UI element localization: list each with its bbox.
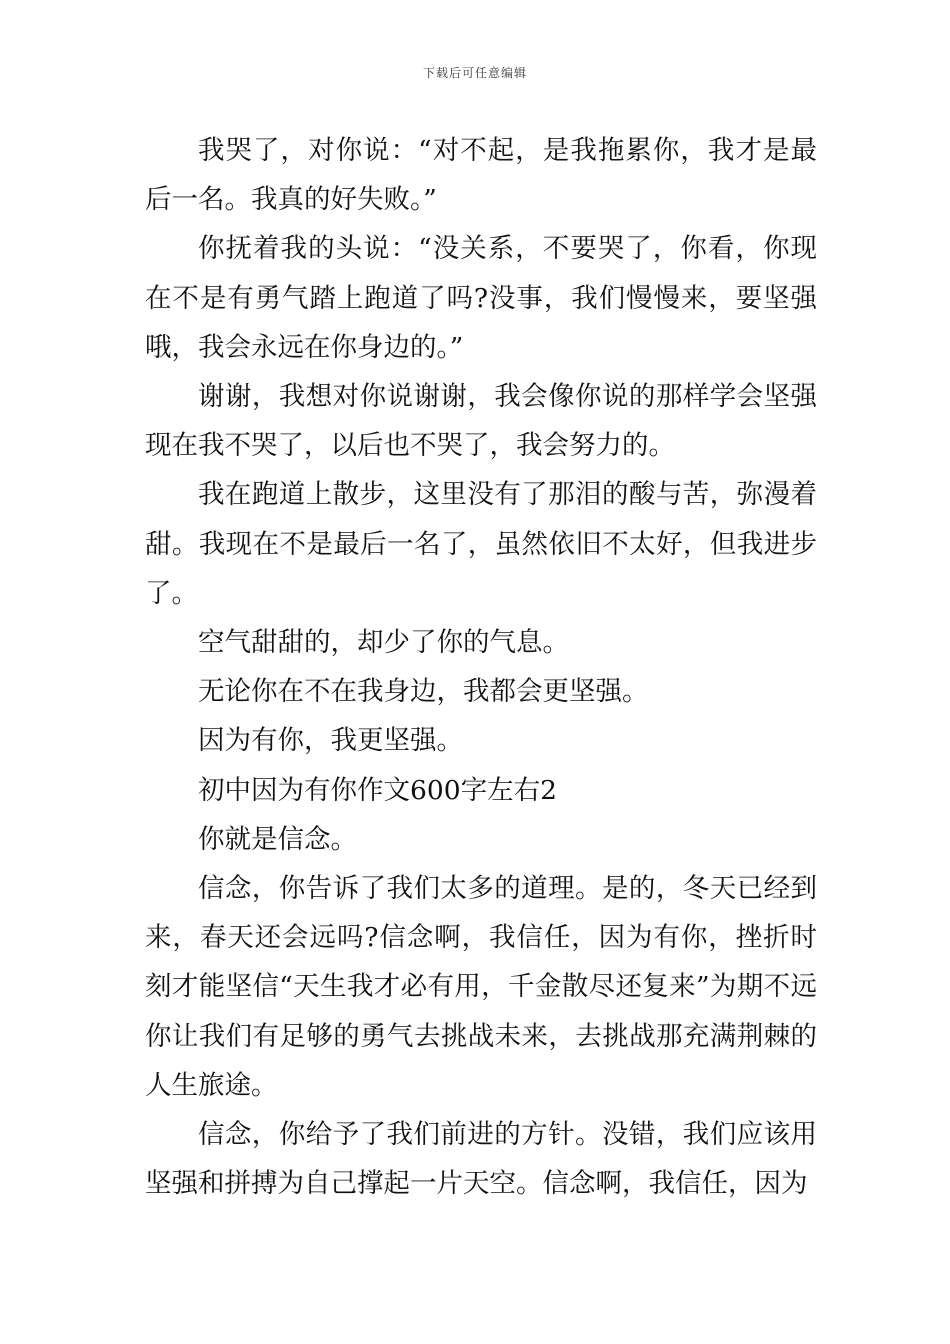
page-header: 下载后可任意编辑: [422, 66, 527, 80]
paragraph: 我哭了，对你说：“对不起，是我拖累你，我才是最后一名。我真的好失败。”: [145, 135, 817, 216]
paragraph: 信念，你给予了我们前进的方针。没错，我们应该用坚强和拼搏为自己撑起一片天空。信念啊，我信任，因为: [145, 1119, 817, 1200]
paragraph: 你抚着我的头说：“没关系，不要哭了，你看，你现在不是有勇气踏上跑道了吗?没事，我们慢慢来，要坚强哦，我会永远在你身边的。”: [145, 233, 817, 363]
paragraph: 因为有你，我更坚强。: [198, 725, 463, 757]
paragraph: 我在跑道上散步，这里没有了那泪的酸与苦，弥漫着甜。我现在不是最后一名了，虽然依旧不太好，但我进步了。: [145, 479, 817, 609]
paragraph: 你就是信念。: [198, 823, 357, 855]
paragraph: 空气甜甜的，却少了你的气息。: [198, 627, 569, 659]
paragraph: 信念，你告诉了我们太多的道理。是的，冬天已经到来，春天还会远吗?信念啊，我信任，因为有你，挫折时刻才能坚信“天生我才必有用，千金散尽还复来”为期不远你让我们有足够的勇气去挑战未来，去挑战那充满荆棘的人生旅途。: [145, 873, 817, 1101]
section-title: 初中因为有你作文600字左右2: [198, 774, 557, 806]
paragraph: 无论你在不在我身边，我都会更坚强。: [198, 676, 649, 708]
paragraph: 谢谢，我想对你说谢谢，我会像你说的那样学会坚强现在我不哭了，以后也不哭了，我会努力的。: [145, 381, 817, 462]
document-body: [145, 126, 817, 1208]
